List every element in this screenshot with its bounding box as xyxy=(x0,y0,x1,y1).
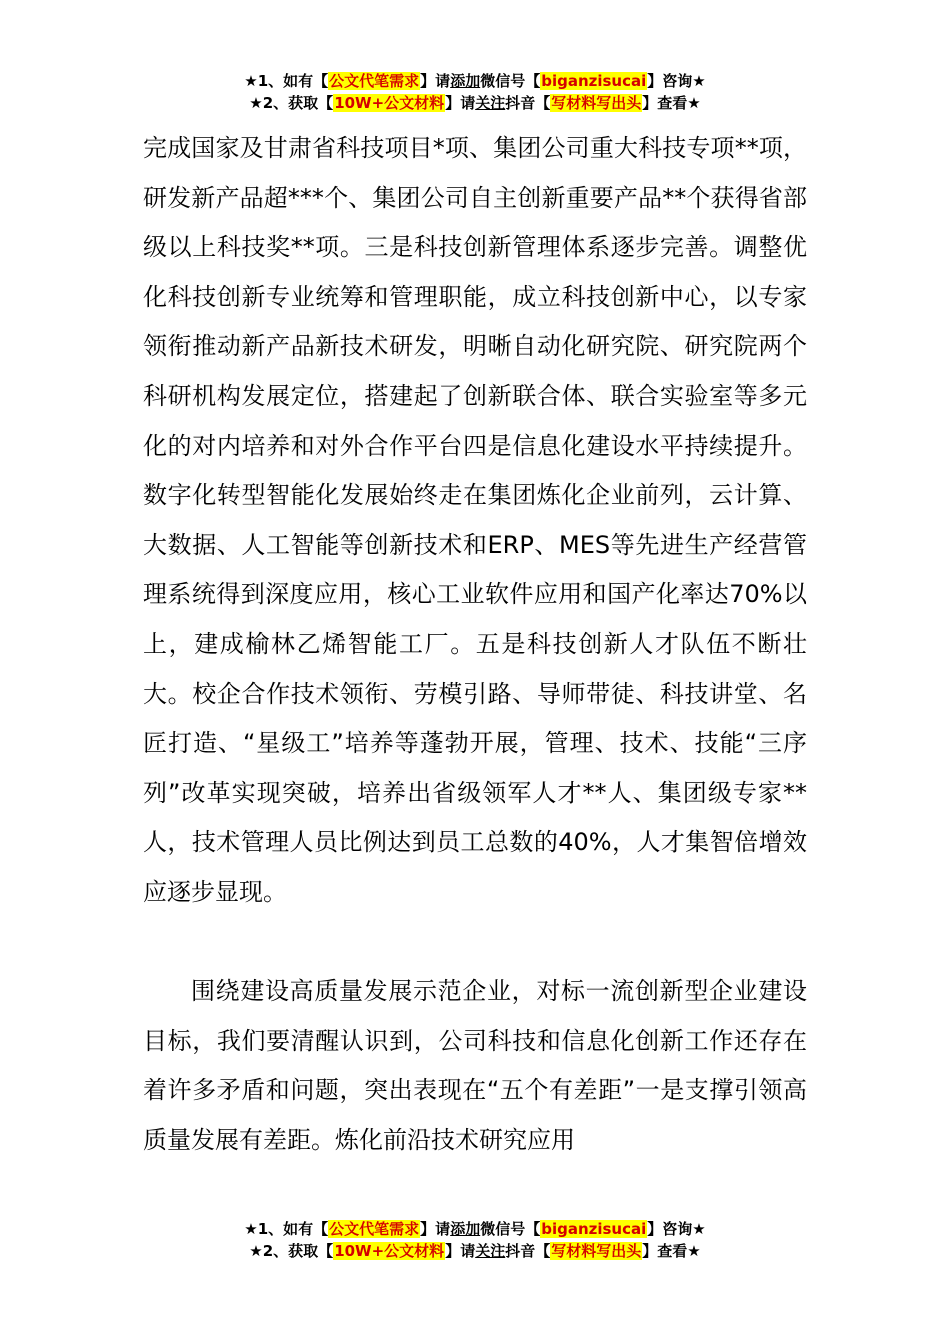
banner-text: ★1、如有【 xyxy=(244,72,329,90)
banner-line-1 xyxy=(0,70,950,92)
banner-text: 微信号【 xyxy=(480,72,541,90)
header-banner xyxy=(0,70,950,114)
banner-text: ★2、获取【 xyxy=(249,94,334,112)
underlined-follow: 关注 xyxy=(475,94,506,112)
banner-text: 】咨询★ xyxy=(647,72,706,90)
paragraph-2: 围绕建设高质量发展示范企业，对标一流创新型企业建设目标，我们要清醒认识到，公司科技和信息化创新工作还存在着许多矛盾和问题，突出表现在“五个有差距”一是支撑引领高质量发展有差距。炼化前沿技术研究应用 xyxy=(143,977,807,1154)
underlined-follow: 关注 xyxy=(475,1242,506,1260)
banner-text: 】查看★ xyxy=(642,1242,701,1260)
paragraph-1: 完成国家及甘肃省科技项目*项、集团公司重大科技专项**项，研发新产品超***个、集团公司自主创新重要产品**个获得省部级以上科技奖**项。三是科技创新管理体系逐步完善。调整优化科技创新专业统筹和管理职能，成立科技创新中心，以专家领衔推动新产品新技术研发，明晰自动化研究院、研究院两个科研机构发展定位，搭建起了创新联合体、联合实验室等多元化的对内培养和对外合作平台四是信息化建设水平持续提升。数字化转型智能化发展始终走在集团炼化企业前列，云计算、大数据、人工智能等创新技术和ERP、MES等先进生产经营管理系统得到深度应用，核心工业软件应用和国产化率达70%以上，建成榆林乙烯智能工厂。五是科技创新人才队伍不断壮大。校企合作技术领衔、劳模引路、导师带徒、科技讲堂、名匠打造、“星级工”培养等蓬勃开展，管理、技术、技能“三序列”改革实现突破，培养出省级领军人才**人、集团级专家**人，技术管理人员比例达到员工总数的40%，人才集智倍增效应逐步显现。 xyxy=(143,134,807,906)
banner-text: 】请 xyxy=(445,1242,476,1260)
highlight-wechat-id: biganzisucai xyxy=(541,1220,647,1238)
banner-line-2 xyxy=(0,1240,950,1262)
banner-line-1 xyxy=(0,1218,950,1240)
highlight-douyin-account: 写材料写出头 xyxy=(551,1242,642,1260)
banner-text: 】请 xyxy=(420,1220,451,1238)
banner-line-2 xyxy=(0,92,950,114)
banner-text: 抖音【 xyxy=(505,94,551,112)
highlight-douyin-account: 写材料写出头 xyxy=(551,94,642,112)
highlight-materials: 10W+公文材料 xyxy=(334,1242,445,1260)
banner-text: 】查看★ xyxy=(642,94,701,112)
banner-text: 】咨询★ xyxy=(647,1220,706,1238)
footer-banner xyxy=(0,1218,950,1262)
banner-text: 】请 xyxy=(420,72,451,90)
banner-text: ★2、获取【 xyxy=(249,1242,334,1260)
underlined-add: 添加 xyxy=(450,1220,481,1238)
document-body xyxy=(143,124,807,1165)
highlight-materials: 10W+公文材料 xyxy=(334,94,445,112)
banner-text: 】请 xyxy=(445,94,476,112)
underlined-add: 添加 xyxy=(450,72,481,90)
highlight-ghostwriting: 公文代笔需求 xyxy=(329,72,420,90)
banner-text: 微信号【 xyxy=(480,1220,541,1238)
banner-text: 抖音【 xyxy=(505,1242,551,1260)
banner-text: ★1、如有【 xyxy=(244,1220,329,1238)
highlight-wechat-id: biganzisucai xyxy=(541,72,647,90)
highlight-ghostwriting: 公文代笔需求 xyxy=(329,1220,420,1238)
